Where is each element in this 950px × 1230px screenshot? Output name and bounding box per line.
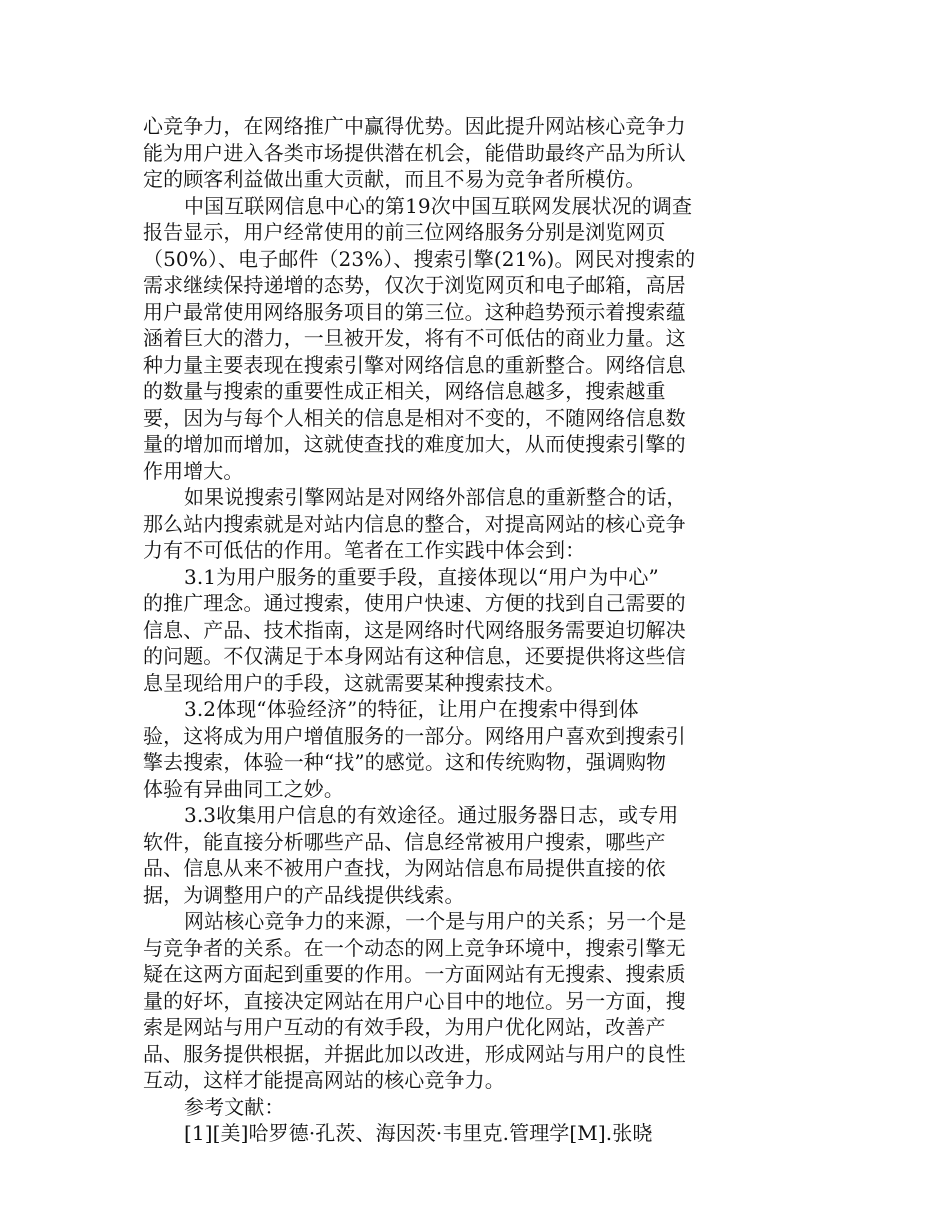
text-line: 定的顾客利益做出重大贡献，而且不易为竞争者所模仿。	[143, 167, 646, 191]
text-line: 软件，能直接分析哪些产品、信息经常被用户搜索，哪些产	[143, 829, 666, 854]
text-line: 索是网站与用户互动的有效手段，为用户优化网站，改善产	[143, 1015, 666, 1039]
text-line: 的数量与搜索的重要性成正相关，网络信息越多，搜索越重	[143, 379, 666, 403]
text-line: 涵着巨大的潜力，一旦被开发，将有不可低估的商业力量。这	[143, 326, 686, 350]
text-line: （50%）、电子邮件（23%）、搜索引擎(21%)。网民对搜索的	[143, 246, 696, 271]
text-line: 信息、产品、技术指南，这是网络时代网络服务需要迫切解决	[143, 617, 686, 642]
text-line: 据，为调整用户的产品线提供线索。	[143, 882, 465, 907]
paragraph-first-line: [1][美]哈罗德·孔茨、海因茨·韦里克.管理学[M].张晓	[184, 1121, 653, 1145]
text-line: 那么站内搜索就是对站内信息的整合，对提高网站的核心竞争	[143, 511, 686, 536]
text-line: 种力量主要表现在搜索引擎对网络信息的重新整合。网络信息	[143, 352, 686, 377]
text-line: 量的增加而增加，这就使查找的难度加大，从而使搜索引擎的	[143, 432, 686, 456]
text-line: 能为用户进入各类市场提供潜在机会，能借助最终产品为所认	[143, 140, 686, 165]
text-line: 体验有异曲同工之妙。	[143, 776, 344, 801]
paragraph-first-line: 如果说搜索引擎网站是对网络外部信息的重新整合的话，	[184, 485, 687, 509]
text-line: 的问题。不仅满足于本身网站有这种信息，还要提供将这些信	[143, 644, 686, 668]
paragraph-first-line: 3.3收集用户信息的有效途径。通过服务器日志，或专用	[184, 803, 679, 827]
body-text	[143, 113, 743, 1147]
text-line: 用户最常使用网络服务项目的第三位。这种趋势预示着搜索蕴	[143, 299, 686, 324]
text-line: 心竞争力，在网络推广中赢得优势。因此提升网站核心竞争力	[143, 114, 686, 138]
paragraph-first-line: 3.2体现“体验经济”的特征，让用户在搜索中得到体	[184, 697, 639, 721]
text-line: 擎去搜索，体验一种“找”的感觉。这和传统购物，强调购物	[143, 750, 667, 774]
text-line: 品、信息从来不被用户查找，为网站信息布局提供直接的依	[143, 856, 666, 880]
text-line: 的推广理念。通过搜索，使用户快速、方便的找到自己需要的	[143, 591, 686, 615]
text-line: 报告显示，用户经常使用的前三位网络服务分别是浏览网页	[143, 220, 666, 244]
paragraph-first-line: 中国互联网信息中心的第19次中国互联网发展状况的调查	[184, 193, 693, 218]
text-line: 验，这将成为用户增值服务的一部分。网络用户喜欢到搜索引	[143, 723, 686, 748]
text-line: 量的好坏，直接决定网站在用户心目中的地位。另一方面，搜	[143, 988, 686, 1013]
text-line: 需求继续保持递增的态势，仅次于浏览网页和电子邮箱，高居	[143, 273, 686, 297]
text-line: 品、服务提供根据，并据此加以改进，形成网站与用户的良性	[143, 1041, 686, 1066]
paragraph-first-line: 3.1为用户服务的重要手段，直接体现以“用户为中心”	[184, 564, 659, 589]
text-line: 互动，这样才能提高网站的核心竞争力。	[143, 1068, 505, 1092]
paragraph-first-line: 参考文献：	[184, 1094, 285, 1119]
text-line: 息呈现给用户的手段，这就需要某种搜索技术。	[143, 670, 566, 695]
text-line: 与竞争者的关系。在一个动态的网上竞争环境中，搜索引擎无	[143, 935, 686, 960]
text-line: 作用增大。	[143, 458, 244, 483]
text-line: 疑在这两方面起到重要的作用。一方面网站有无搜索、搜索质	[143, 962, 686, 986]
text-line: 要，因为与每个人相关的信息是相对不变的，不随网络信息数	[143, 405, 686, 430]
paragraph-first-line: 网站核心竞争力的来源，一个是与用户的关系；另一个是	[184, 909, 687, 933]
text-line: 力有不可低估的作用。笔者在工作实践中体会到：	[143, 538, 586, 562]
